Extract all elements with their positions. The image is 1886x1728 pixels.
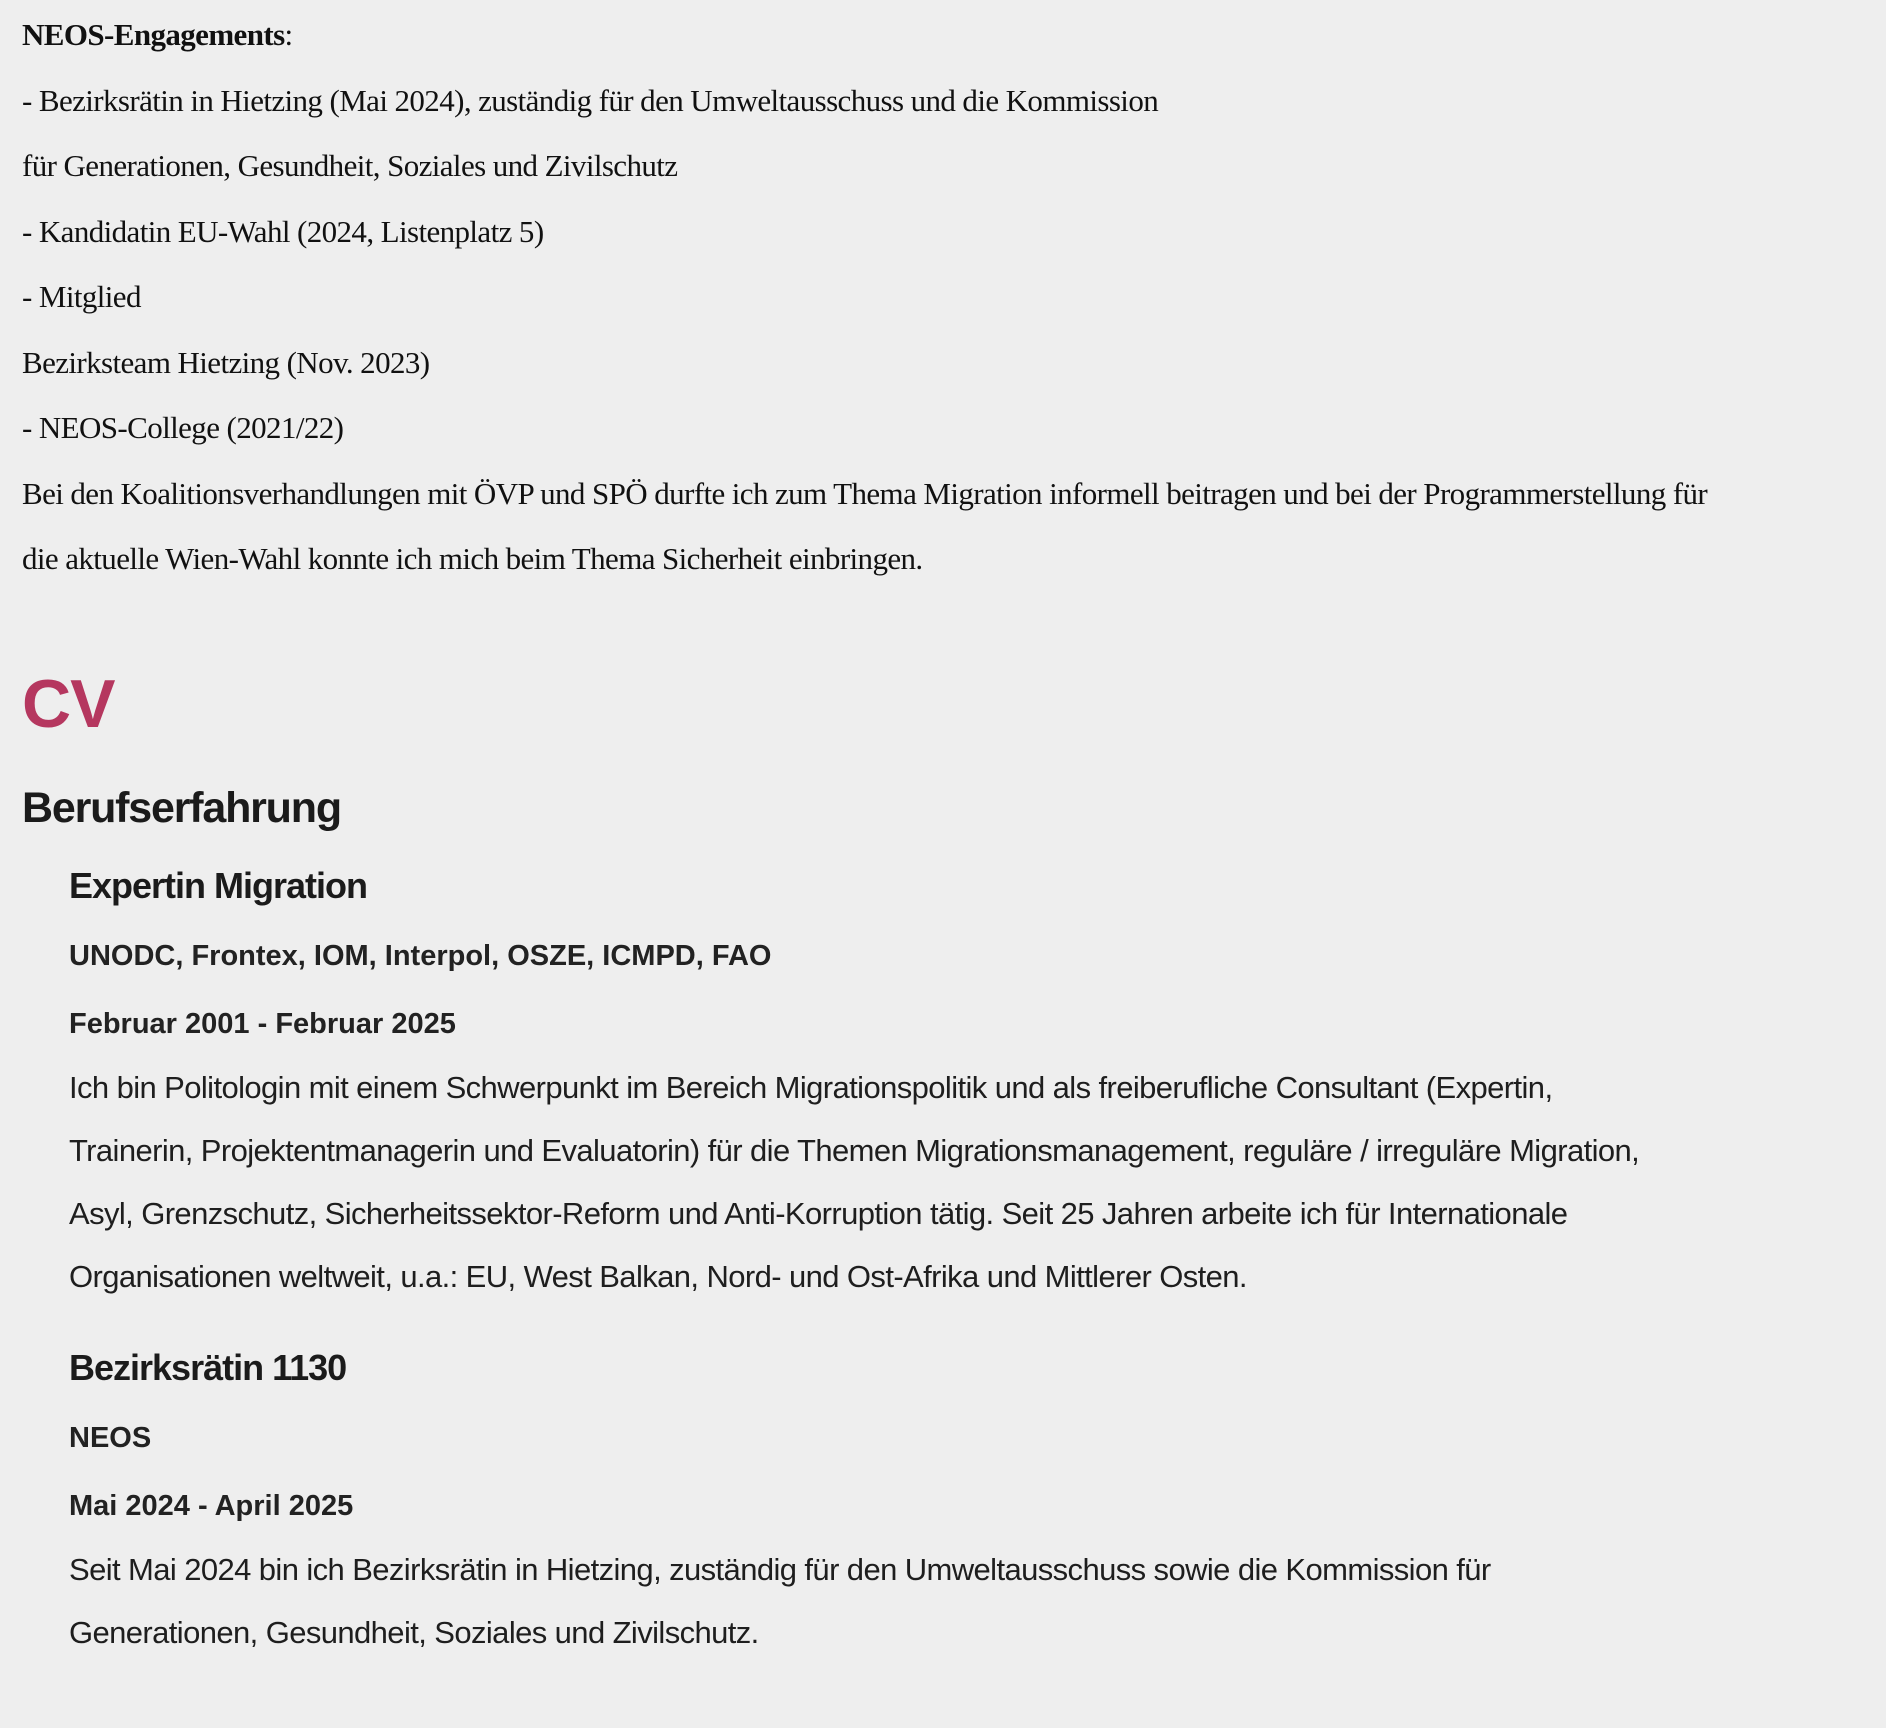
- engagements-block: [22, 2, 1864, 592]
- job-entry: [22, 1346, 1864, 1664]
- job-description: [69, 1538, 1864, 1664]
- job-organization: NEOS: [69, 1421, 152, 1454]
- job-date-range: Februar 2001 - Februar 2025: [69, 1007, 456, 1040]
- job-description-line: Seit Mai 2024 bin ich Bezirksrätin in Hietzing, zuständig für den Umweltausschuss sowie die Kommission für: [69, 1551, 1491, 1587]
- engagement-line: die aktuelle Wien-Wahl konnte ich mich beim Thema Sicherheit einbringen.: [22, 541, 923, 576]
- job-description-line: Organisationen weltweit, u.a.: EU, West Balkan, Nord- und Ost-Afrika und Mittlerer Osten.: [69, 1258, 1247, 1294]
- job-title: Expertin Migration: [69, 864, 368, 906]
- engagement-line: Bei den Koalitionsverhandlungen mit ÖVP und SPÖ durfte ich zum Thema Migration informell beitragen und bei der Programmerstellung für: [22, 475, 1708, 511]
- job-description: [69, 1056, 1864, 1308]
- engagements-heading: NEOS-Engagements: [22, 17, 285, 52]
- cv-title: CV: [22, 665, 115, 742]
- job-description-line: Asyl, Grenzschutz, Sicherheitssektor-Reform und Anti-Korruption tätig. Seit 25 Jahren arbeite ich für Internationale: [69, 1195, 1568, 1231]
- engagement-line: - Mitglied: [22, 279, 141, 314]
- engagement-line: für Generationen, Gesundheit, Soziales und Zivilschutz: [22, 148, 678, 183]
- engagements-heading-colon: :: [284, 17, 293, 52]
- job-description-line: Generationen, Gesundheit, Soziales und Zivilschutz.: [69, 1614, 759, 1650]
- section-title-berufserfahrung: Berufserfahrung: [22, 783, 341, 832]
- job-entry: [22, 864, 1864, 1308]
- engagement-line: - Bezirksrätin in Hietzing (Mai 2024), zuständig für den Umweltausschuss und die Kommission: [22, 82, 1159, 118]
- job-organization: UNODC, Frontex, IOM, Interpol, OSZE, ICMPD, FAO: [69, 939, 772, 972]
- engagement-line: - Kandidatin EU-Wahl (2024, Listenplatz 5): [22, 213, 544, 249]
- job-description-line: Ich bin Politologin mit einem Schwerpunkt im Bereich Migrationspolitik und als freiberufliche Consultant (Expertin,: [69, 1069, 1553, 1105]
- job-title: Bezirksrätin 1130: [69, 1346, 347, 1388]
- engagement-line: Bezirksteam Hietzing (Nov. 2023): [22, 344, 430, 380]
- page-content: [22, 0, 1864, 1664]
- engagements-heading-line: [22, 2, 1864, 68]
- job-description-line: Trainerin, Projektentmanagerin und Evaluatorin) für die Themen Migrationsmanagement, reguläre / irreguläre Migration,: [69, 1132, 1640, 1168]
- engagement-line: - NEOS-College (2021/22): [22, 410, 344, 445]
- job-date-range: Mai 2024 - April 2025: [69, 1489, 354, 1522]
